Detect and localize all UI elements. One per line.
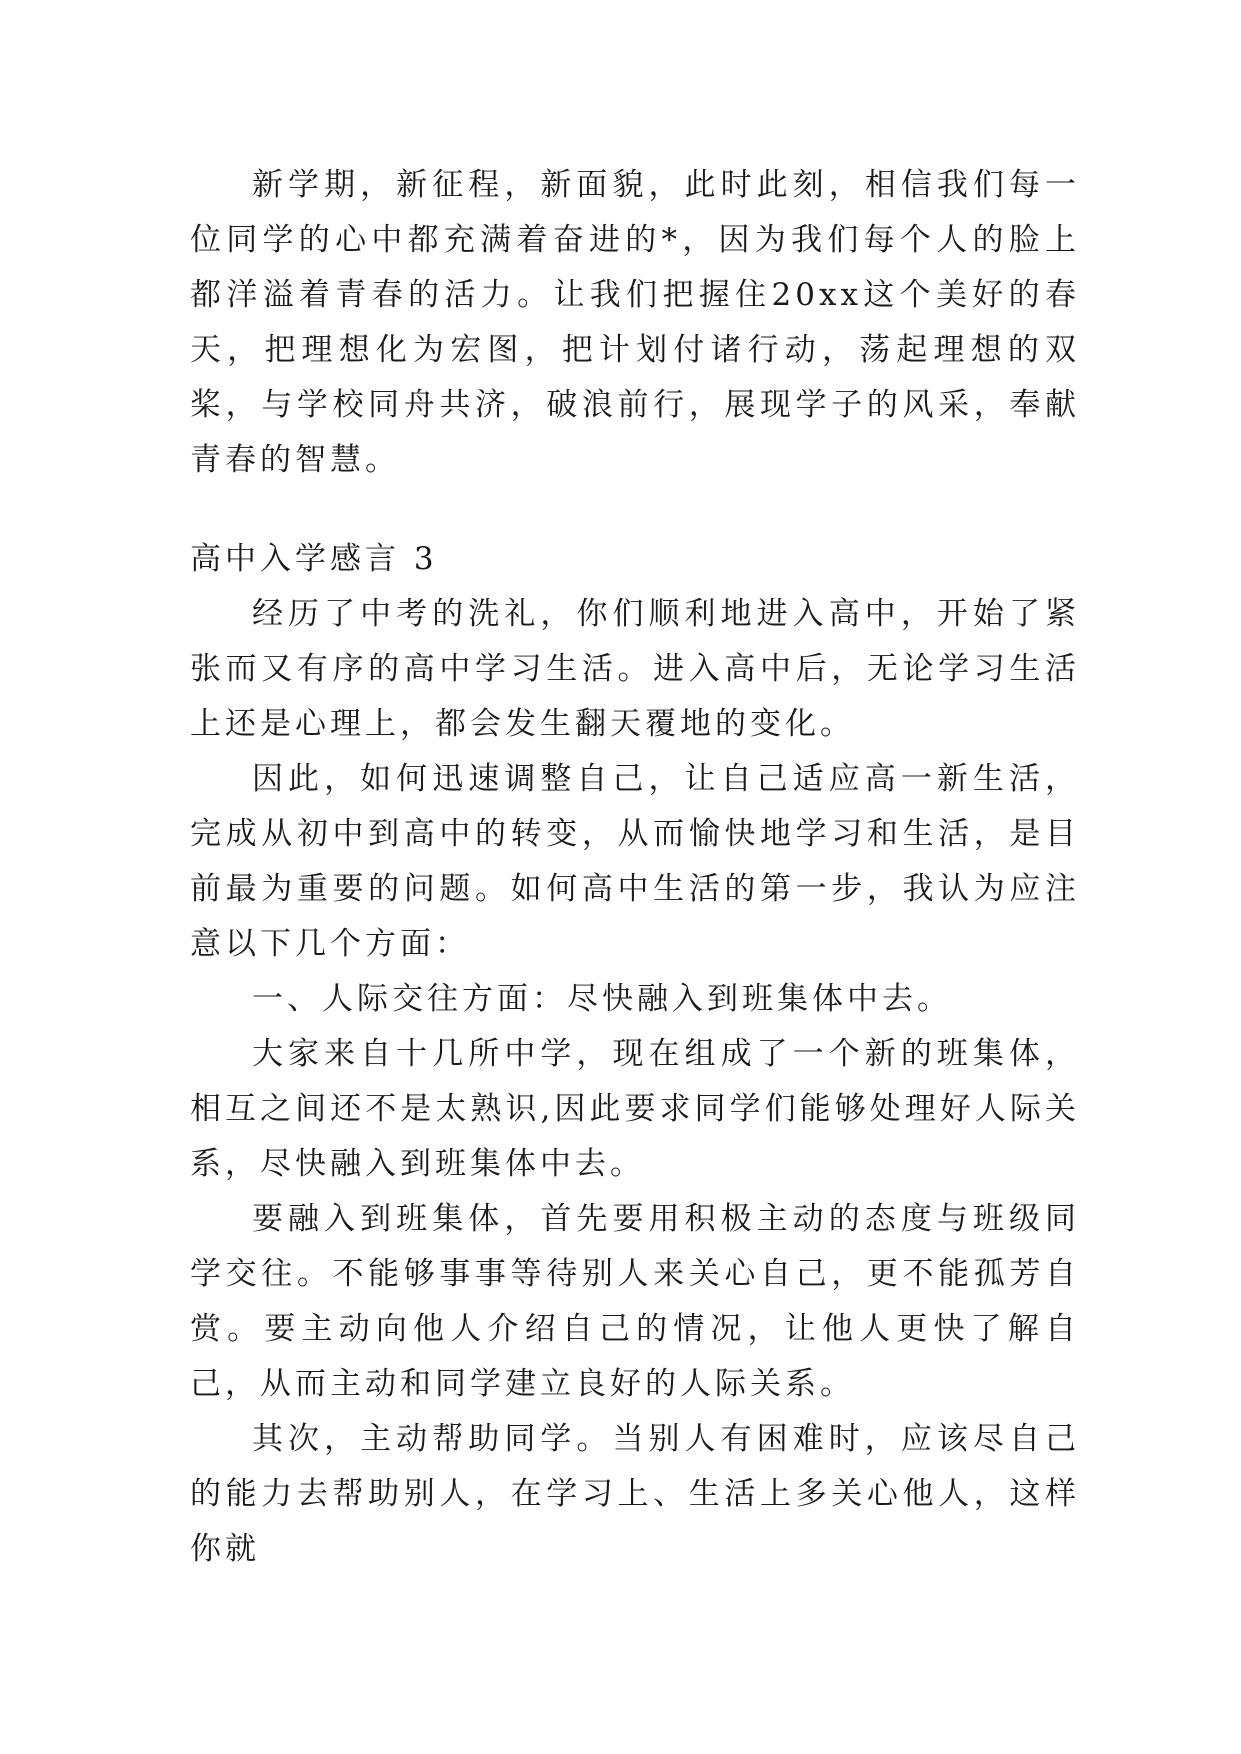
document-body	[190, 158, 1080, 1577]
body-paragraph: 因此，如何迅速调整自己，让自己适应高一新生活，完成从初中到高中的转变，从而愉快地学习和生活，是目前最为重要的问题。如何高中生活的第一步，我认为应注意以下几个方面：	[190, 761, 1080, 962]
body-paragraph: 大家来自十几所中学，现在组成了一个新的班集体，相互之间还不是太熟识,因此要求同学们能够处理好人际关系，尽快融入到班集体中去。	[190, 1036, 1080, 1182]
section-title: 高中入学感言 3	[190, 541, 438, 577]
body-paragraph: 要融入到班集体，首先要用积极主动的态度与班级同学交往。不能够事事等待别人来关心自己，更不能孤芳自赏。要主动向他人介绍自己的情况，让他人更快了解自己，从而主动和同学建立良好的人际关系。	[190, 1201, 1080, 1402]
section-spacer	[190, 488, 1080, 532]
intro-paragraph: 新学期，新征程，新面貌，此时此刻，相信我们每一位同学的心中都充满着奋进的*，因为我们每个人的脸上都洋溢着青春的活力。让我们把握住20xx这个美好的春天，把理想化为宏图，把计划付诸行动，荡起理想的双桨，与学校同舟共济，破浪前行，展现学子的风采，奉献青春的智慧。	[190, 167, 1080, 478]
body-paragraph: 经历了中考的洗礼，你们顺利地进入高中，开始了紧张而又有序的高中学习生活。进入高中后，无论学习生活上还是心理上，都会发生翻天覆地的变化。	[190, 596, 1080, 742]
body-paragraph: 一、人际交往方面：尽快融入到班集体中去。	[252, 981, 952, 1017]
body-paragraph: 其次，主动帮助同学。当别人有困难时，应该尽自己的能力去帮助别人，在学习上、生活上多关心他人，这样你就	[190, 1421, 1080, 1567]
